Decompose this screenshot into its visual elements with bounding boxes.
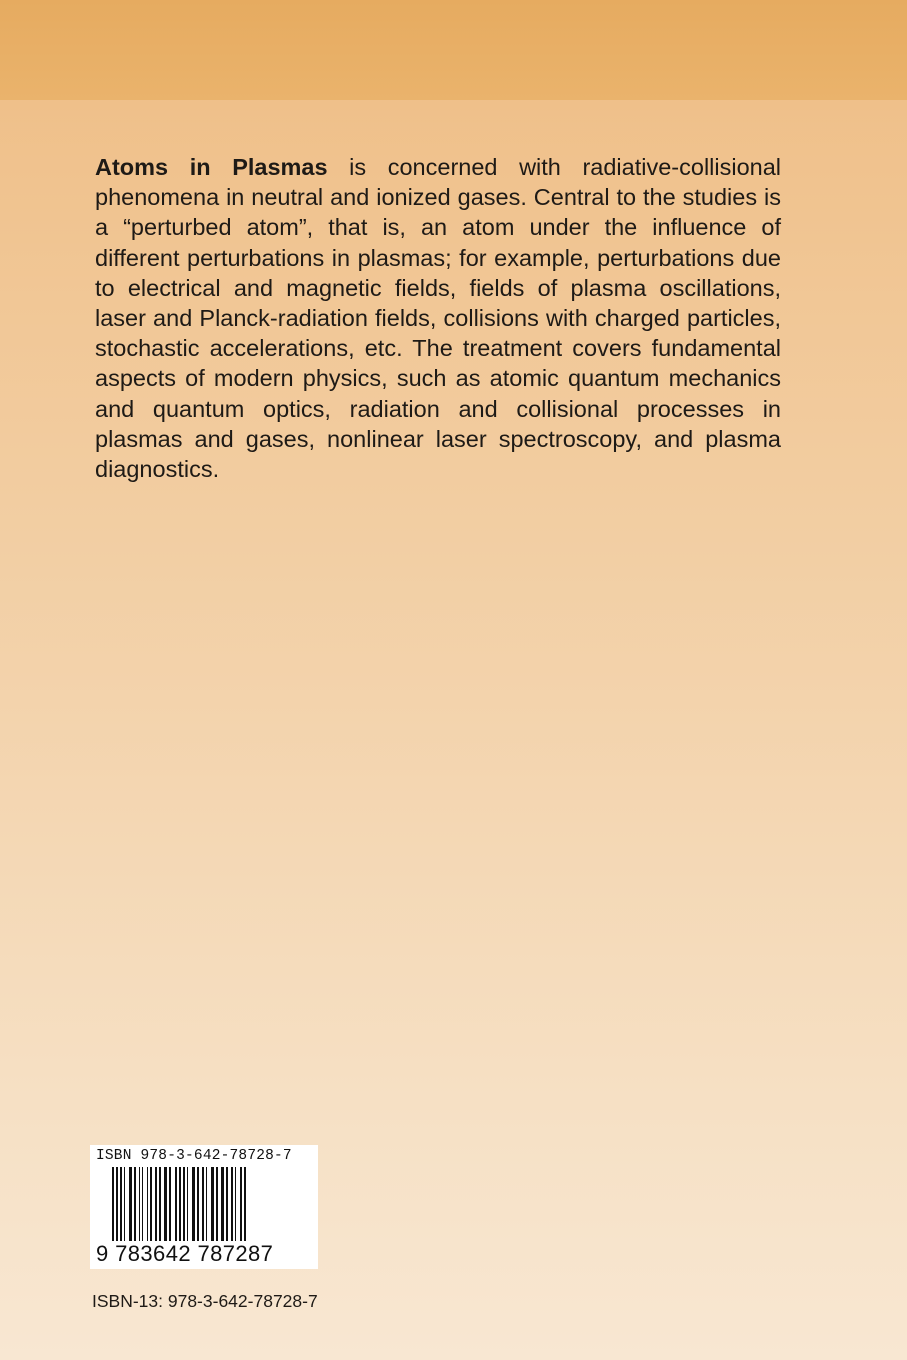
- barcode-bar: [216, 1167, 218, 1241]
- barcode-bar: [231, 1167, 233, 1241]
- barcode-bar: [235, 1167, 236, 1241]
- barcode-bar: [211, 1167, 214, 1241]
- barcode-bar: [134, 1167, 136, 1241]
- barcode-bar: [183, 1167, 185, 1241]
- barcode-bar: [221, 1167, 224, 1241]
- blurb-text: is concerned with radiative-collisional phenomena in neutral and ionized gases. Central to the studies is a “perturbed atom”, that is, an atom under the influence of different perturbations in plasmas; for example, perturbations due to electrical and magnetic fields, fields of plasma oscillations, laser and Planck-radiation fields, collisions with charged particles, stochastic accelerations, etc. The treatment covers fundamental aspects of modern physics, such as atomic quantum mechanics and quantum optics, radiation and collisional processes in plasmas and gases, nonlinear laser spectroscopy, and plasma diagnostics.: [95, 154, 782, 483]
- barcode-bar: [159, 1167, 161, 1241]
- barcode-bar: [164, 1167, 167, 1241]
- barcode-bar: [192, 1167, 195, 1241]
- barcode-bar: [197, 1167, 199, 1241]
- top-color-band: [0, 0, 907, 100]
- barcode-bar: [169, 1167, 171, 1241]
- barcode-bar: [202, 1167, 204, 1241]
- barcode-bar: [124, 1167, 125, 1241]
- book-title: Atoms in Plasmas: [95, 154, 328, 180]
- barcode-bar: [187, 1167, 188, 1241]
- barcode-bar: [147, 1167, 148, 1241]
- barcode-bar: [150, 1167, 152, 1241]
- barcode-bar: [206, 1167, 207, 1241]
- barcode-bar: [142, 1167, 143, 1241]
- barcode-bar: [139, 1167, 140, 1241]
- isbn-13: ISBN-13: 978-3-642-78728-7: [92, 1291, 318, 1311]
- barcode-bar: [120, 1167, 122, 1241]
- barcode: [90, 1145, 318, 1269]
- barcode-bar: [226, 1167, 228, 1241]
- barcode-bar: [129, 1167, 132, 1241]
- back-cover-blurb: [95, 152, 781, 484]
- barcode-bar: [155, 1167, 157, 1241]
- barcode-isbn-label: ISBN 978-3-642-78728-7: [96, 1148, 292, 1164]
- barcode-digits: 9 783642 787287: [96, 1241, 274, 1266]
